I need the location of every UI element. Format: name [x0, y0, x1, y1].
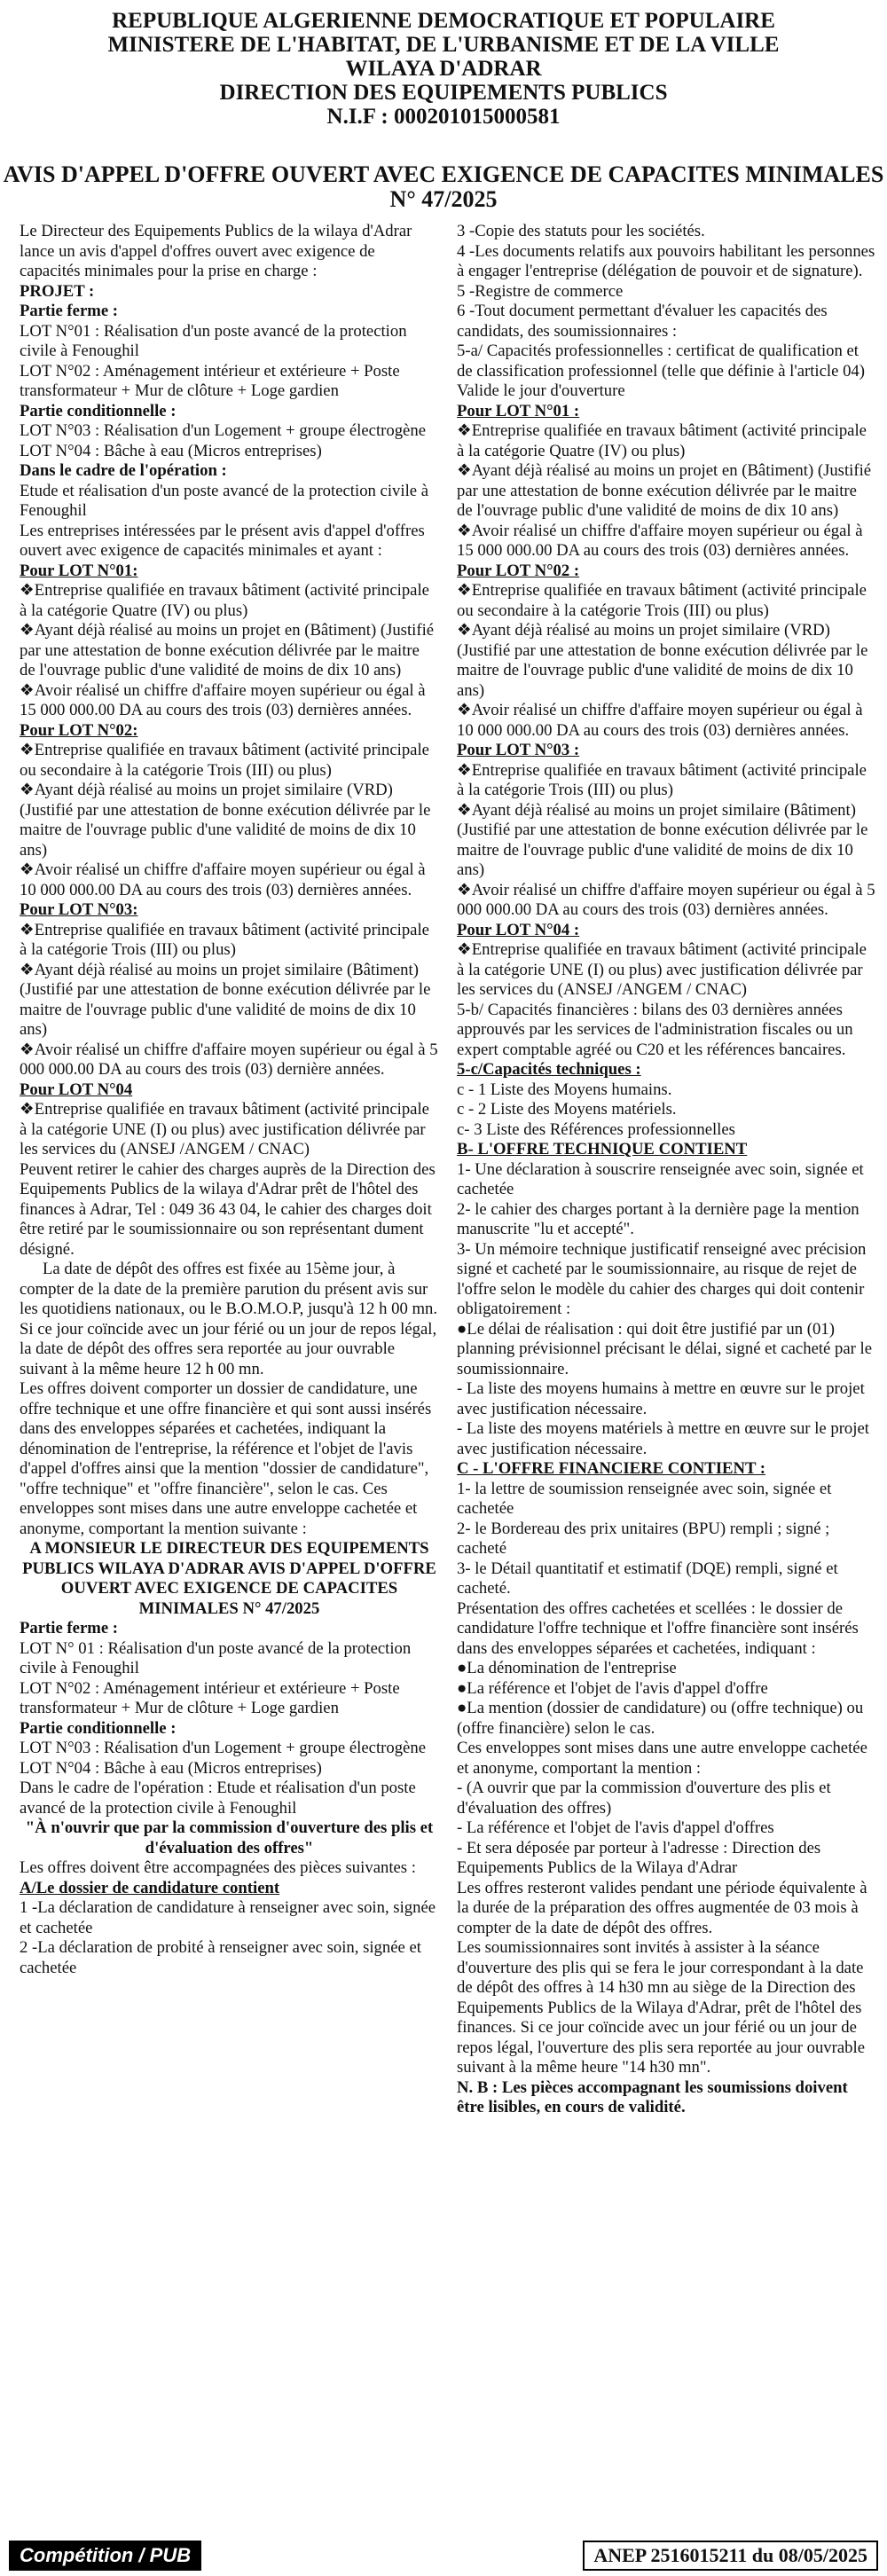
notice-mention: "À n'ouvrir que par la commission d'ouverture des plis et d'évaluation des offres"	[25, 1818, 434, 1857]
publication-tag: Compétition / PUB	[9, 2541, 201, 2571]
paragraph: Les offres doivent comporter un dossier de candidature, une offre technique et une offre financière et qui sont aussi insérés dans des enveloppes séparées et cachetées, indiquant la dénomination de l'entreprise, la référence et l'objet de l'avis d'appel d'offres ainsi que la mention "dossier de candidature", "offre technique" et "offre financière", selon le cas. Ces enveloppes sont mises dans une autre enveloppe cachetée et anonyme, comportant la mention suivante :	[20, 1379, 432, 1538]
section-heading: Partie ferme :	[20, 1619, 119, 1637]
section-heading: B- L'OFFRE TECHNIQUE CONTIENT	[457, 1140, 748, 1158]
list-item: ❖ Entreprise qualifiée en travaux bâtiment (activité principale à la catégorie Trois (III) ou plus)	[20, 921, 439, 961]
list-item: ❖ Entreprise qualifiée en travaux bâtiment (activité principale ou secondaire à la catégorie Trois (III) ou plus)	[457, 581, 876, 621]
header-line: DIRECTION DES EQUIPEMENTS PUBLICS	[219, 81, 668, 105]
section-heading: A/Le dossier de candidature contient	[20, 1878, 280, 1897]
paragraph: Les soumissionnaires sont invités à assister à la séance d'ouverture des plis qui se fera le jour correspondant à la date de dépôt des offres à 14 h30 mn au siège de la Direction des Equipements Publics de la Wilaya d'Adrar, prêt de l'hôtel des finances. Si ce jour coïncide avec un jour férié ou un jour de repos légal, l'ouverture des plis sera reportée au jour ouvrable suivant à la même heure "14 h30 mn".	[457, 1938, 865, 2077]
list-item: - Et sera déposée par porteur à l'adresse : Direction des Equipements Publics de la Wilaya d'Adrar	[457, 1838, 821, 1877]
anep-reference: ANEP 2516015211 du 08/05/2025	[583, 2541, 878, 2571]
list-item: c - 2 Liste des Moyens matériels.	[457, 1100, 677, 1119]
list-item: ❖ Ayant déjà réalisé au moins un projet similaire (Bâtiment) (Justifié par une attestation de bonne exécution délivrée par le maitre de l'ouvrage public d'une validité de moins de dix 10 ans)	[20, 961, 439, 1041]
lot-heading: Pour LOT N°03:	[20, 900, 138, 919]
paragraph: Dans le cadre de l'opération : Etude et réalisation d'un poste avancé de la protection civile à Fenoughil	[20, 1779, 416, 1818]
section-heading: Partie conditionnelle :	[20, 401, 177, 420]
list-item: - La liste des moyens matériels à mettre en œuvre sur le projet avec justification nécessaire.	[457, 1419, 869, 1458]
list-item: ❖ Entreprise qualifiée en travaux bâtiment (activité principale ou secondaire à la catégorie Trois (III) ou plus)	[20, 741, 439, 781]
list-item: ❖ Avoir réalisé un chiffre d'affaire moyen supérieur ou égal à 15 000 000.00 DA au cours des trois (03) dernières années.	[20, 681, 439, 721]
title-line: AVIS D'APPEL D'OFFRE OUVERT AVEC EXIGENCE DE CAPACITES MINIMALES	[3, 161, 884, 187]
list-item: ❖ Entreprise qualifiée en travaux bâtiment (activité principale à la catégorie Quatre (IV) ou plus)	[457, 421, 876, 461]
list-item: - La liste des moyens humains à mettre en œuvre sur le projet avec justification nécessaire.	[457, 1379, 865, 1418]
section-heading: C - L'OFFRE FINANCIERE CONTIENT :	[457, 1459, 765, 1478]
list-item: 1- la lettre de soumission renseignée avec soin, signée et cachetée	[457, 1479, 832, 1518]
list-item: 3 -Copie des statuts pour les sociétés.	[457, 222, 705, 240]
notice-title	[0, 162, 887, 212]
section-heading: PROJET :	[20, 281, 95, 301]
paragraph: 5-b/ Capacités financières : bilans des 03 dernières années approuvés par les services de l'administration fiscales ou un expert comptable agréé ou C20 et les références bancaires.	[457, 1000, 853, 1059]
list-item: ❖ Avoir réalisé un chiffre d'affaire moyen supérieur ou égal à 10 000 000.00 DA au cours des trois (03) dernières années.	[20, 860, 439, 900]
section-heading: Partie ferme :	[20, 302, 119, 320]
section-heading: Dans le cadre de l'opération :	[20, 461, 227, 480]
list-item: ❖ Avoir réalisé un chiffre d'affaire moyen supérieur ou égal à 5 000 000.00 DA au cours des trois (03) dernières années.	[457, 881, 876, 921]
list-item: ❖ Ayant déjà réalisé au moins un projet similaire (VRD) (Justifié par une attestation de bonne exécution délivrée par le maitre de l'ouvrage public d'une validité de moins de dix 10 ans)	[457, 621, 876, 701]
lot-line: LOT N°01 : Réalisation d'un poste avancé de la protection civile à Fenoughil	[20, 321, 407, 360]
list-item: ❖ Avoir réalisé un chiffre d'affaire moyen supérieur ou égal à 10 000 000.00 DA au cours des trois (03) dernières années.	[457, 701, 876, 741]
document-header	[0, 9, 887, 129]
paragraph: La date de dépôt des offres est fixée au 15ème jour, à compter de la date de la première parution du présent avis sur les quotidiens nationaux, ou le B.O.M.O.P, jusqu'à 12 h 00 mn. Si ce jour coïncide avec un jour férié ou un jour de repos légal, la date de dépôt des offres sera reportée au jour ouvrable suivant à la même heure 12 h 00 mn.	[20, 1260, 438, 1378]
left-column	[20, 222, 439, 1978]
lot-line: LOT N°04 : Bâche à eau (Micros entreprises)	[20, 1758, 322, 1778]
list-item: ❖ Ayant déjà réalisé au moins un projet en (Bâtiment) (Justifié par une attestation de bonne exécution délivrée par le maitre de l'ouvrage public d'une validité de moins de dix 10 ans)	[20, 621, 439, 681]
footer	[0, 2539, 887, 2572]
header-nif: N.I.F : 000201015000581	[326, 105, 561, 129]
lot-heading: Pour LOT N°02:	[20, 720, 138, 740]
list-item: ❖ Ayant déjà réalisé au moins un projet similaire (Bâtiment) (Justifié par une attestation de bonne exécution délivrée par le maitre de l'ouvrage public d'une validité de moins de dix 10 ans)	[457, 801, 876, 881]
list-item: 3- Un mémoire technique justificatif renseigné avec précision signé et cacheté par le soumissionnaire, au risque de rejet de l'offre selon le modèle du cahier des charges qui doit contenir obligatoirement :	[457, 1239, 867, 1318]
right-column	[457, 222, 876, 2118]
address-block: A MONSIEUR LE DIRECTEUR DES EQUIPEMENTS PUBLICS WILAYA D'ADRAR AVIS D'APPEL D'OFFRE OUVERT AVEC EXIGENCE DE CAPACITES MINIMALES N° 47/2025	[22, 1539, 436, 1618]
section-heading: Partie conditionnelle :	[20, 1718, 177, 1738]
lot-heading: Pour LOT N°01:	[20, 561, 138, 580]
list-item: 3- le Détail quantitatif et estimatif (DQE) rempli, signé et cacheté.	[457, 1559, 838, 1598]
list-item: 2- le Bordereau des prix unitaires (BPU) rempli ; signé ; cacheté	[457, 1519, 830, 1558]
list-item: 2 -La déclaration de probité à renseigner avec soin, signée et cachetée	[20, 1938, 421, 1977]
list-item: 4 -Les documents relatifs aux pouvoirs habilitant les personnes à engager l'entreprise (délégation de pouvoir et de signature).	[457, 241, 875, 280]
paragraph: Ces enveloppes sont mises dans une autre enveloppe cachetée et anonyme, comportant la mention :	[457, 1739, 867, 1778]
list-item: - (A ouvrir que par la commission d'ouverture des plis et d'évaluation des offres)	[457, 1779, 831, 1818]
header-line: MINISTERE DE L'HABITAT, DE L'URBANISME ET DE LA VILLE	[107, 33, 780, 57]
lot-heading: Pour LOT N°03 :	[457, 741, 580, 759]
lot-heading: Pour LOT N°01 :	[457, 401, 580, 420]
paragraph: Présentation des offres cachetées et scellées : le dossier de candidature l'offre technique et l'offre financière sont insérés dans des enveloppes séparées et cachetées, indiquant :	[457, 1598, 859, 1658]
paragraph: Le Directeur des Equipements Publics de la wilaya d'Adrar lance un avis d'appel d'offres ouvert avec exigence de capacités minimales pour la prise en charge :	[20, 222, 412, 280]
list-item: 2- le cahier des charges portant à la dernière page la mention manuscrite "lu et accepté".	[457, 1199, 860, 1238]
note: N. B : Les pièces accompagnant les soumissions doivent être lisibles, en cours de validité.	[457, 2077, 848, 2117]
list-item: c - 1 Liste des Moyens humains.	[457, 1080, 672, 1099]
list-item: - La référence et l'objet de l'avis d'appel d'offres	[457, 1818, 774, 1837]
list-item: ❖ Entreprise qualifiée en travaux bâtiment (activité principale à la catégorie Quatre (IV) ou plus)	[20, 581, 439, 621]
list-item: ❖ Ayant déjà réalisé au moins un projet similaire (VRD) (Justifié par une attestation de bonne exécution délivrée par le maitre de l'ouvrage public d'une validité de moins de dix 10 ans)	[20, 781, 439, 860]
header-line: REPUBLIQUE ALGERIENNE DEMOCRATIQUE ET POPULAIRE	[112, 9, 775, 33]
paragraph: Les offres resteront valides pendant une période équivalente à la durée de la préparation des offres augmentée de 03 mois à compter de la date de dépôt des offres.	[457, 1878, 867, 1937]
list-item: ● La mention (dossier de candidature) ou (offre technique) ou (offre financière) selon le cas.	[457, 1699, 876, 1739]
paragraph: Etude et réalisation d'un poste avancé de la protection civile à Fenoughil	[20, 481, 429, 520]
header-line: WILAYA D'ADRAR	[345, 57, 542, 81]
list-item: ❖ Entreprise qualifiée en travaux bâtiment (activité principale à la catégorie UNE (I) ou plus) avec justification délivrée par les services du (ANSEJ /ANGEM / CNAC)	[20, 1100, 439, 1160]
lot-line: LOT N°02 : Aménagement intérieur et extérieure + Poste transformateur + Mur de clôture + Loge gardien	[20, 1678, 400, 1717]
paragraph: 5-a/ Capacités professionnelles : certificat de qualification et de classification professionnel (telle que définie à l'article 04) Valide le jour d'ouverture	[457, 342, 865, 400]
list-item: ● La dénomination de l'entreprise	[457, 1659, 876, 1679]
list-item: ● Le délai de réalisation : qui doit être justifié par un (01) planning prévisionnel précisant le délai, signé et cacheté par le soumissionnaire.	[457, 1320, 876, 1380]
lot-heading: Pour LOT N°04	[20, 1080, 133, 1099]
paragraph: Les offres doivent être accompagnées des pièces suivantes :	[20, 1858, 416, 1877]
list-item: ❖ Avoir réalisé un chiffre d'affaire moyen supérieur ou égal à 15 000 000.00 DA au cours des trois (03) dernières années.	[457, 522, 876, 562]
list-item: c- 3 Liste des Références professionnelles	[457, 1119, 735, 1139]
lot-heading: Pour LOT N°02 :	[457, 561, 580, 580]
lot-heading: Pour LOT N°04 :	[457, 920, 580, 939]
paragraph: Peuvent retirer le cahier des charges auprès de la Direction des Equipements Publics de la wilaya d'Adrar prêt de l'hôtel des finances à Adrar, Tel : 049 36 43 04, le cahier des charges doit être retiré par le soumissionnaire ou son représentant dument désigné.	[20, 1159, 436, 1259]
list-item: ● La référence et l'objet de l'avis d'appel d'offre	[457, 1679, 876, 1700]
list-item: 1 -La déclaration de candidature à renseigner avec soin, signée et cachetée	[20, 1898, 436, 1937]
title-number: N° 47/2025	[389, 186, 498, 212]
list-item: ❖ Entreprise qualifiée en travaux bâtiment (activité principale à la catégorie Trois (III) ou plus)	[457, 761, 876, 801]
list-item: ❖ Ayant déjà réalisé au moins un projet en (Bâtiment) (Justifié par une attestation de bonne exécution délivrée par le maitre de l'ouvrage public d'une validité de moins de dix 10 ans)	[457, 461, 876, 522]
lot-line: LOT N°04 : Bâche à eau (Micros entreprises)	[20, 441, 322, 460]
list-item: ❖ Entreprise qualifiée en travaux bâtiment (activité principale à la catégorie UNE (I) ou plus) avec justification délivrée par les services du (ANSEJ /ANGEM / CNAC)	[457, 940, 876, 1001]
lot-line: LOT N°02 : Aménagement intérieur et extérieure + Poste transformateur + Mur de clôture + Loge gardien	[20, 361, 400, 400]
section-heading: 5-c/Capacités techniques :	[457, 1060, 641, 1079]
lot-line: LOT N° 01 : Réalisation d'un poste avancé de la protection civile à Fenoughil	[20, 1638, 412, 1677]
list-item: 6 -Tout document permettant d'évaluer les capacités des candidats, des soumissionnaires :	[457, 302, 828, 341]
list-item: ❖ Avoir réalisé un chiffre d'affaire moyen supérieur ou égal à 5 000 000.00 DA au cours des trois (03) dernière années.	[20, 1041, 439, 1080]
paragraph: Les entreprises intéressées par le présent avis d'appel d'offres ouvert avec exigence de capacités minimales et ayant :	[20, 521, 425, 560]
lot-line: LOT N°03 : Réalisation d'un Logement + groupe électrogène	[20, 1739, 426, 1757]
list-item: 5 -Registre de commerce	[457, 281, 624, 301]
lot-line: LOT N°03 : Réalisation d'un Logement + groupe électrogène	[20, 421, 426, 440]
list-item: 1- Une déclaration à souscrire renseignée avec soin, signée et cachetée	[457, 1159, 864, 1198]
